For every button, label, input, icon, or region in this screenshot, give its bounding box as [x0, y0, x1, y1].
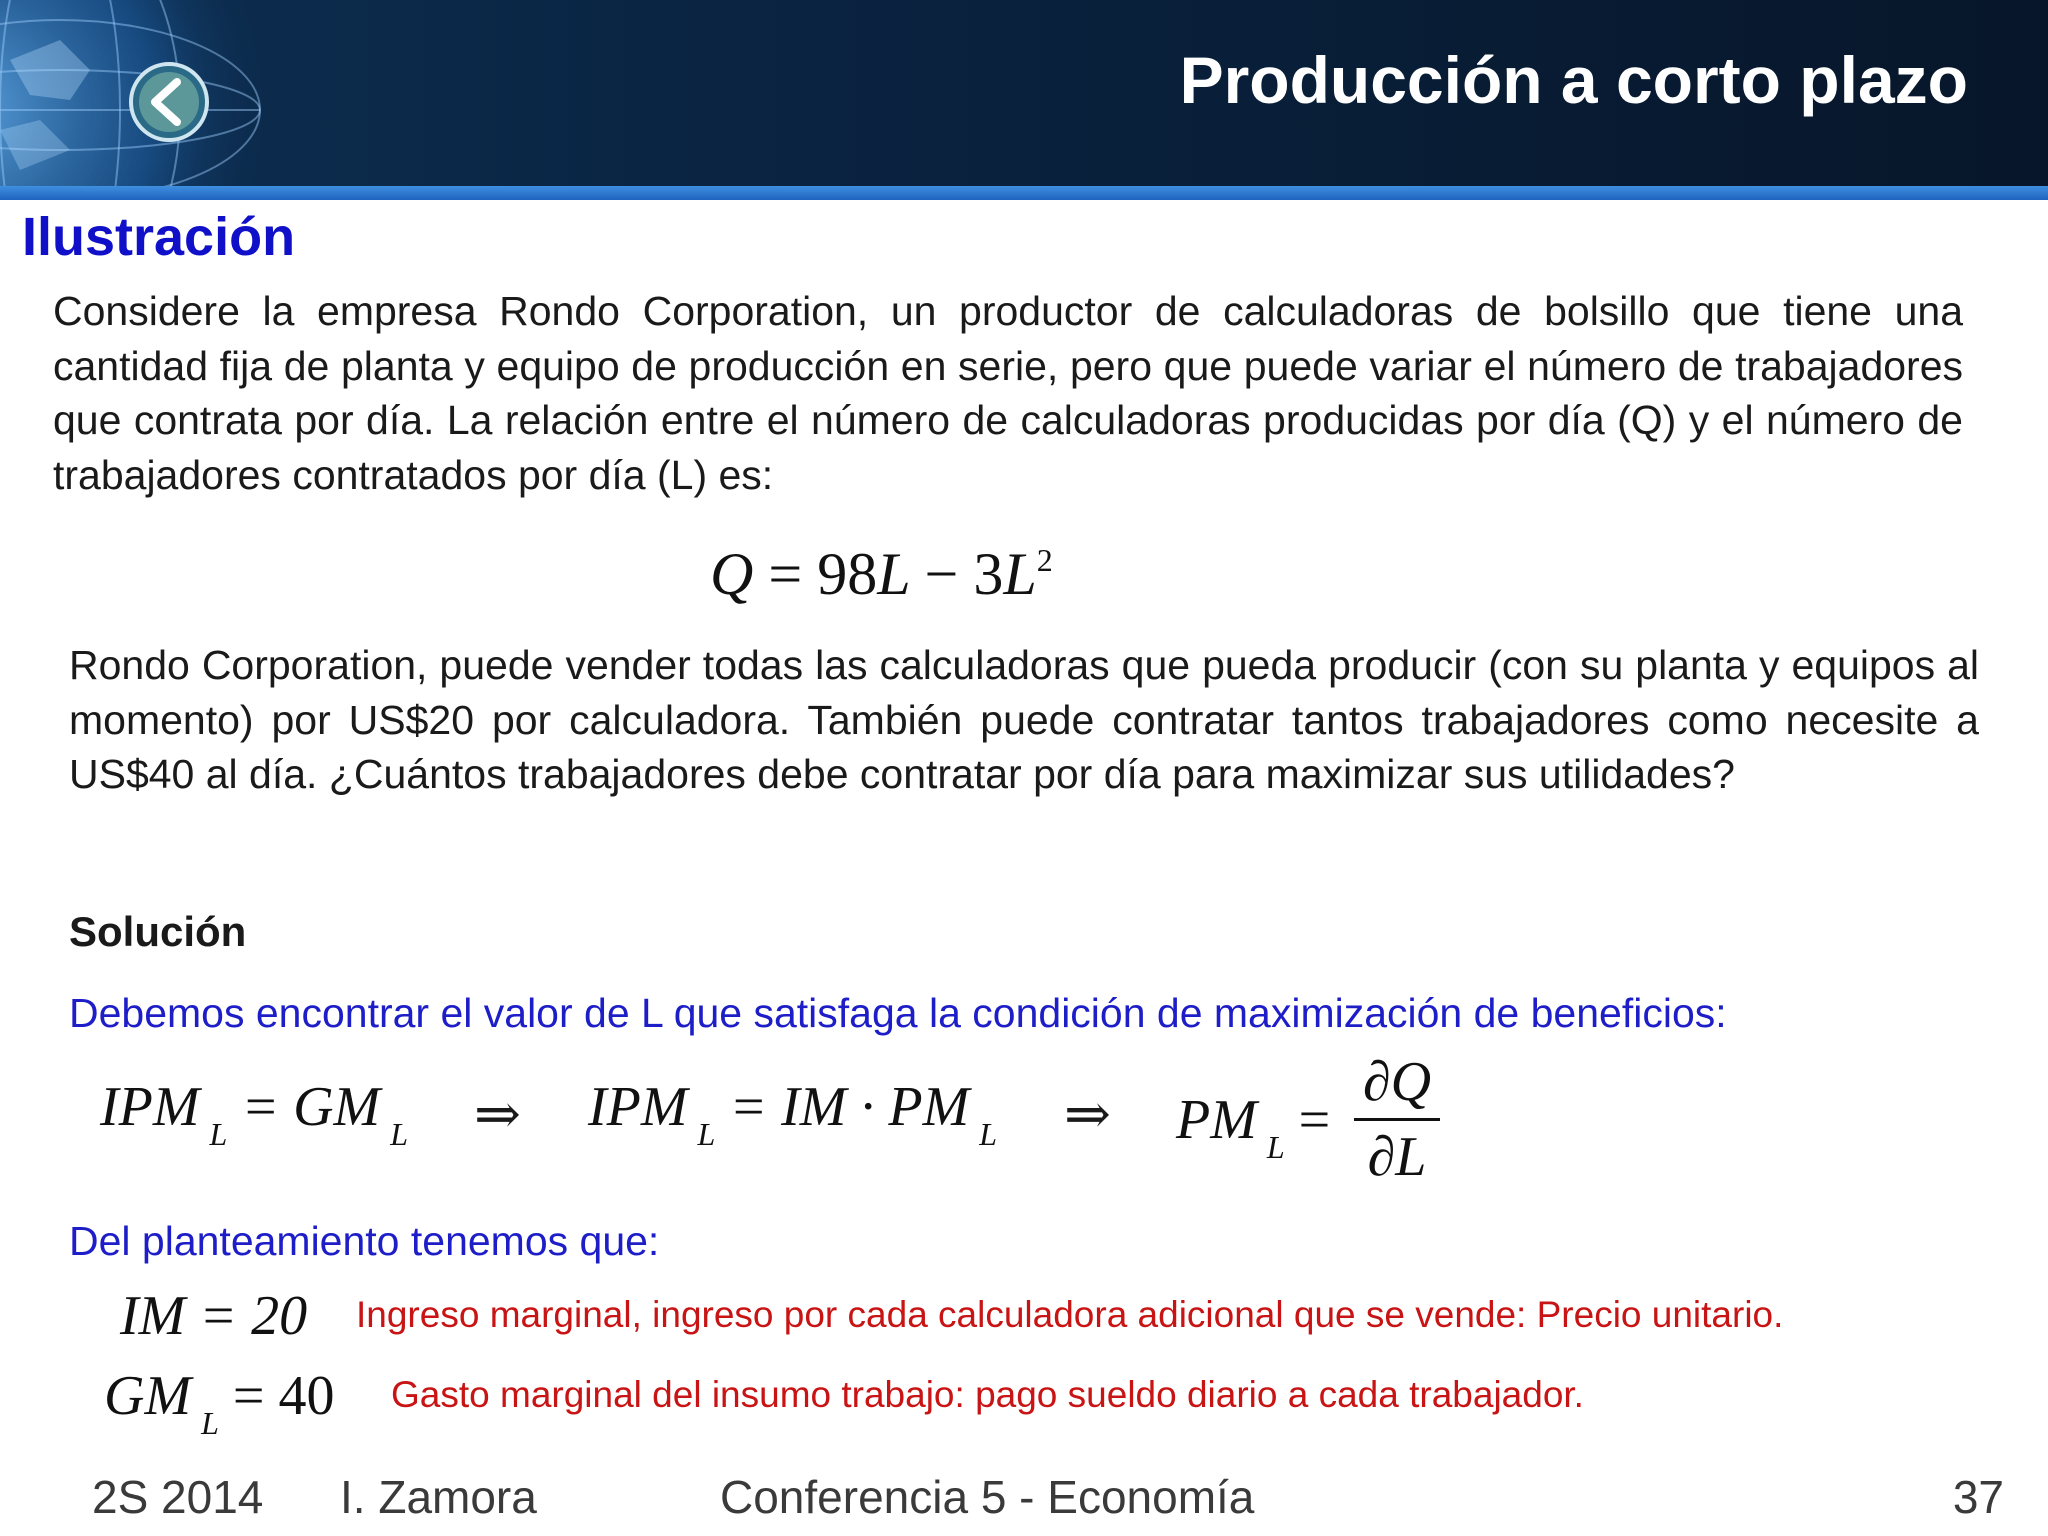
eq-sign: = [768, 541, 803, 607]
footer-page-number: 37 [1952, 1471, 2004, 1523]
eq1-left: IPM [100, 1076, 200, 1138]
footer-term: 2S 2014 [92, 1471, 264, 1523]
eq-minus: − [924, 541, 959, 607]
im-equation: IM = 20 [120, 1285, 308, 1347]
intro-paragraph: Considere la empresa Rondo Corporation, un productor de calculadoras de bolsillo que tiene una cantidad fija de planta y equipo de producción en serie, pero que puede variar el número de trabajadores que contrata por día. La relación entre el número de calculadoras producidas por día (Q) y el número de trabajadores contratados por día (L) es: [53, 288, 1963, 498]
eq-exponent: 2 [1036, 542, 1053, 578]
eq2-subscript: L [697, 1116, 716, 1152]
eq2-right: = IM · PM [729, 1076, 970, 1138]
eq-var1: L [877, 541, 910, 607]
equation-pm-derivative [1176, 1088, 1331, 1165]
production-function-equation [710, 540, 1053, 609]
gm-note: Gasto marginal del insumo trabajo: pago sueldo diario a cada trabajador. [391, 1374, 1584, 1415]
condition-text: Debemos encontrar el valor de L que satisfaga la condición de maximización de beneficios: [69, 990, 1727, 1036]
slide-title: Producción a corto plazo [1179, 43, 1968, 117]
equation-ipm-gm [100, 1075, 408, 1152]
equation-ipm-im-pm [588, 1075, 998, 1152]
eq2-right-subscript: L [979, 1116, 998, 1152]
back-arrow-icon[interactable] [127, 60, 211, 144]
eq-lhs: Q [710, 541, 754, 607]
slide-header [0, 0, 2048, 186]
fraction-denominator: ∂L [1367, 1126, 1427, 1188]
im-note: Ingreso marginal, ingreso por cada calculadora adicional que se vende: Precio unitario. [356, 1294, 1784, 1335]
fraction-numerator: ∂Q [1362, 1051, 1432, 1113]
solution-title: Solución [69, 908, 247, 955]
eq1-right-subscript: L [390, 1116, 408, 1152]
footer-author: I. Zamora [340, 1471, 537, 1523]
footer-course: Conferencia 5 - Economía [720, 1471, 1255, 1523]
implies-arrow-icon: ⇒ [474, 1082, 521, 1147]
gm-subscript: L [201, 1405, 219, 1441]
eq-coef1: 98 [817, 541, 878, 607]
eq1-subscript: L [209, 1116, 228, 1152]
eq3-sign: = [1298, 1089, 1331, 1151]
gm-right: = 40 [232, 1365, 335, 1427]
eq1-right: = GM [241, 1076, 381, 1138]
header-divider [0, 186, 2048, 200]
eq-coef2: 3 [973, 541, 1004, 607]
gm-left: GM [104, 1365, 192, 1427]
implies-arrow-icon: ⇒ [1064, 1082, 1111, 1147]
eq-var2: L [1003, 541, 1037, 607]
gm-equation [104, 1364, 335, 1441]
section-title: Ilustración [22, 207, 296, 267]
eq3-subscript: L [1266, 1129, 1285, 1165]
problem-paragraph: Rondo Corporation, puede vender todas las calculadoras que pueda producir (con su planta y equipos al momento) por US$20 por calculadora. También puede contratar tantos trabajadores como necesite a US$40 al día. ¿Cuántos trabajadores debe contratar por día para maximizar sus utilidades? [69, 642, 1979, 797]
given-text: Del planteamiento tenemos que: [69, 1218, 660, 1264]
partial-derivative-fraction [1354, 1052, 1440, 1187]
eq3-left: PM [1176, 1089, 1257, 1151]
eq2-left: IPM [588, 1076, 688, 1138]
fraction-bar [1354, 1118, 1440, 1121]
